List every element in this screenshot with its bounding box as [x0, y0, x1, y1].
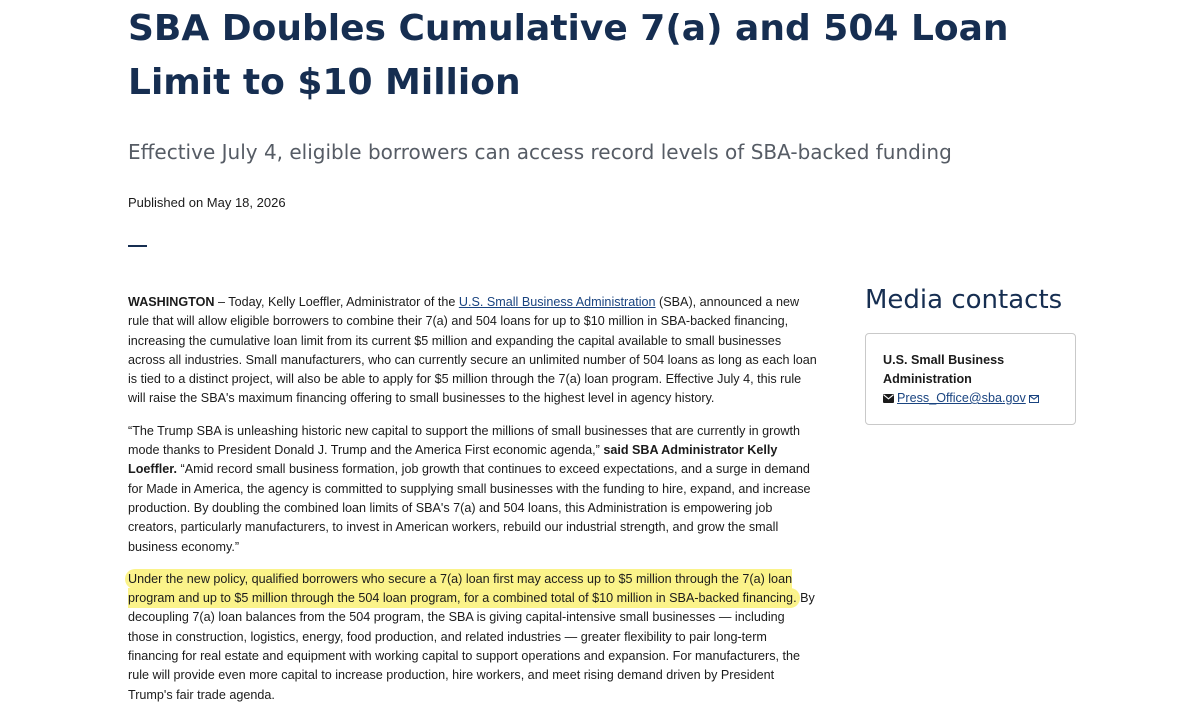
page-subtitle: Effective July 4, eligible borrowers can access record levels of SBA-backed funding — [128, 140, 952, 164]
paragraph-text: (SBA), announced a new rule that will allow eligible borrowers to combine their 7(a) and 504 loans for up to $10 million in SBA-backed financing, increasing the cumulative loan limit from its current $5 million and expanding the capital available to small businesses across all industries. Small manufacturers, who can currently secure an unlimited number of 504 loans as long as each loan is tied to a distinct project, will also be able to apply for $5 million through the 7(a) loan program. Effective July 4, this rule will raise the SBA's maximum financing offering to small businesses to the highest level in agency history. — [128, 295, 817, 406]
published-date: Published on May 18, 2026 — [128, 195, 286, 210]
section-divider — [128, 245, 147, 247]
dateline: WASHINGTON — [128, 295, 215, 309]
contact-email-link[interactable]: Press_Office@sba.gov — [897, 391, 1026, 405]
article-paragraph-2 — [128, 422, 818, 557]
paragraph-text: – Today, Kelly Loeffler, Administrator of the — [214, 295, 459, 309]
external-link-icon — [1029, 395, 1039, 403]
contact-email-row — [883, 389, 1059, 408]
quote-text: “The Trump SBA is unleashing historic new capital to support the millions of small businesses that are currently in growth mode thanks to President Donald J. Trump and the America First economic agenda,” — [128, 423, 800, 458]
contact-organization: U.S. Small Business Administration — [883, 353, 1005, 386]
article-paragraph-3 — [128, 570, 818, 705]
quote-text: “Amid record small business formation, job growth that continues to exceed expectations, and a surge in demand for Made in America, the agency is committed to supplying small businesses with the funding to hire, expand, and increase production. By doubling the combined loan limits of SBA's 7(a) and 504 loans, this Administration is empowering job creators, particularly manufacturers, to invest in American workers, rebuild our industrial strength, and grow the small business economy.” — [128, 462, 811, 554]
paragraph-text: By decoupling 7(a) loan balances from the 504 program, the SBA is giving capital-intensive small businesses — including those in construction, logistics, energy, food production, and related industries — greater flexibility to pair long-term financing for real estate and equipment with working capital to support operations and expansion. For manufacturers, the rule will provide even more capital to increase production, hire workers, and meet rising demand driven by President Trump's fair trade agenda. — [128, 591, 815, 702]
highlighted-text: Under the new policy, qualified borrowers who secure a 7(a) loan first may access up to $5 million through the 7(a) loan program and up to $5 million through the 504 loan program, for a combined total of $10 million in SBA-backed financing. — [128, 571, 797, 606]
envelope-icon — [883, 394, 894, 403]
media-contacts-heading: Media contacts — [865, 285, 1063, 315]
sba-link[interactable]: U.S. Small Business Administration — [458, 295, 656, 309]
page-title: SBA Doubles Cumulative 7(a) and 504 Loan Limit to $10 Million — [128, 8, 1009, 103]
article-body — [128, 293, 818, 718]
article-paragraph-1 — [128, 293, 818, 409]
media-contact-card — [865, 333, 1076, 425]
quote-attribution: said SBA Administrator Kelly Loeffler. — [128, 443, 778, 477]
